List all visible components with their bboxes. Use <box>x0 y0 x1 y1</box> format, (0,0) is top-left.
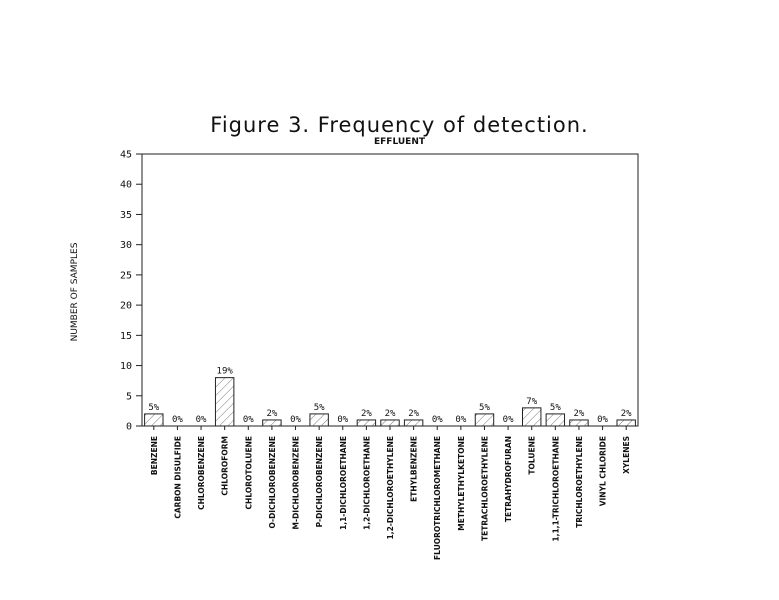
data-label: 2% <box>573 408 585 419</box>
y-axis <box>120 150 142 433</box>
bar <box>310 414 328 426</box>
bar <box>381 420 399 426</box>
bar <box>404 420 422 426</box>
y-tick-label: 40 <box>119 179 132 191</box>
x-tick-label: 1,1,1-TRICHLOROETHANE <box>551 436 561 542</box>
x-tick-label: M-DICHLOROBENZENE <box>291 436 301 530</box>
bar <box>617 420 635 426</box>
x-tick-label: METHYLETHYLKETONE <box>456 436 466 531</box>
bar <box>570 420 588 426</box>
x-tick-label: TETRACHLOROETHYLENE <box>480 436 490 542</box>
x-tick-label: 1,2-DICHLOROETHANE <box>362 436 372 530</box>
data-label: 19% <box>216 366 233 377</box>
data-label: 2% <box>266 408 278 419</box>
y-tick-label: 5 <box>125 391 132 403</box>
x-tick-label: O-DICHLOROBENZENE <box>267 436 277 529</box>
x-tick-label: TETRAHYDROFURAN <box>504 435 514 523</box>
x-tick-label: VINYL CHLORIDE <box>598 436 608 507</box>
x-tick-label: XYLENES <box>622 436 632 474</box>
data-label: 0% <box>290 415 301 425</box>
x-tick-label: 1,1-DICHLOROETHANE <box>338 436 348 530</box>
data-label: 2% <box>360 408 372 419</box>
y-tick-label: 15 <box>119 330 132 342</box>
data-label: 5% <box>479 402 490 413</box>
y-tick-label: 20 <box>119 300 132 312</box>
x-tick-label: CHLOROBENZENE <box>197 436 207 510</box>
x-tick-label: CHLOROFORM <box>220 436 230 496</box>
bar <box>475 414 493 426</box>
x-tick-label: TOLUENE <box>527 436 537 475</box>
data-label: 0% <box>502 415 514 425</box>
y-axis-label: NUMBER OF SAMPLES <box>70 242 80 342</box>
data-label: 0% <box>195 415 207 425</box>
data-label: 0% <box>455 415 467 425</box>
y-tick-label: 30 <box>119 240 132 252</box>
x-tick-label: 1,2-DICHLOROETHYLENE <box>386 436 395 540</box>
bar <box>215 378 233 426</box>
data-label: 5% <box>313 402 325 413</box>
data-label: 2% <box>408 408 420 419</box>
y-tick-label: 0 <box>125 421 132 433</box>
x-tick-label: CARBON DISULFIDE <box>173 436 183 519</box>
data-label: 0% <box>431 415 443 425</box>
y-tick-label: 35 <box>119 209 132 221</box>
x-axis-tick-labels <box>150 426 631 560</box>
y-tick-label: 25 <box>119 270 132 282</box>
x-tick-label: TRICHLOROETHYLENE <box>574 436 584 528</box>
x-tick-label: FLUOROTRICHLOROMETHANE <box>433 436 443 560</box>
y-tick-label: 45 <box>119 149 132 161</box>
bar <box>263 420 281 426</box>
data-label: 0% <box>242 415 254 425</box>
data-label: 2% <box>620 408 632 419</box>
data-label: 5% <box>549 402 561 413</box>
data-label: 0% <box>337 415 349 425</box>
data-label: 2% <box>384 408 396 419</box>
bar <box>145 414 163 426</box>
x-tick-label: ETHYLBENZENE <box>409 436 419 502</box>
bar <box>357 420 375 426</box>
chart-title: Figure 3. Frequency of detection. <box>210 113 589 137</box>
y-tick-label: 10 <box>119 361 132 373</box>
data-label: 0% <box>597 415 608 425</box>
x-tick-label: BENZENE <box>149 436 159 476</box>
x-tick-label: CHLOROTOLUENE <box>244 436 254 510</box>
data-label: 7% <box>526 396 538 407</box>
bar <box>523 408 541 426</box>
chart-subtitle: EFFLUENT <box>374 137 425 147</box>
bar <box>546 414 564 426</box>
data-label: 0% <box>172 415 183 425</box>
data-label: 5% <box>148 402 160 413</box>
x-tick-label: P-DICHLOROBENZENE <box>315 436 325 528</box>
